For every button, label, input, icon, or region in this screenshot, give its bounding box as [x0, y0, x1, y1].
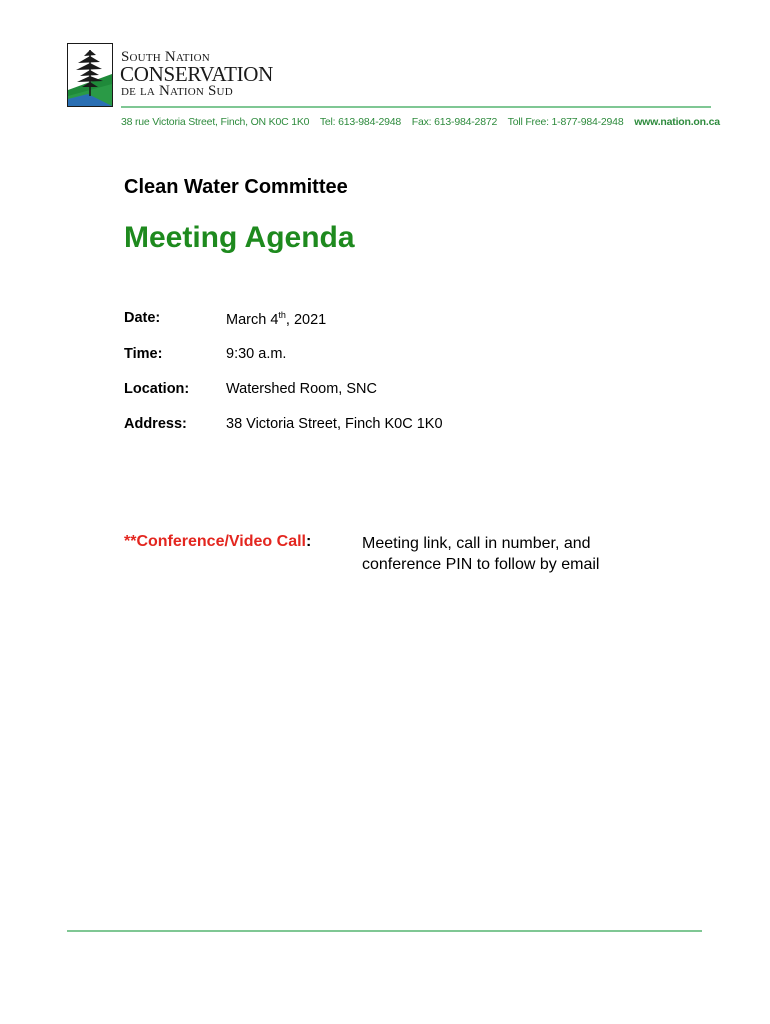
committee-name: Clean Water Committee [124, 176, 348, 198]
date-ordinal: th [278, 310, 286, 320]
conference-call-label [124, 533, 311, 551]
time-value: 9:30 a.m. [226, 346, 287, 362]
date-label: Date: [124, 310, 161, 326]
conference-details-line1: Meeting link, call in number, and [362, 535, 591, 552]
contact-fax: Fax: 613-984-2872 [411, 116, 498, 128]
contact-address: 38 rue Victoria Street, Finch, ON K0C 1K0 [121, 116, 310, 128]
location-value: Watershed Room, SNC [226, 381, 377, 397]
contact-tel: Tel: 613-984-2948 [319, 116, 402, 128]
footer-divider [67, 930, 702, 932]
website-link[interactable]: www.nation.on.ca [634, 116, 720, 128]
org-name-line1: South Nation [121, 49, 210, 65]
address-value: 38 Victoria Street, Finch K0C 1K0 [226, 416, 443, 432]
contact-tollfree: Toll Free: 1-877-984-2948 [507, 116, 624, 128]
pine-tree-logo-icon [68, 44, 112, 106]
date-value [226, 310, 326, 328]
contact-line [121, 116, 720, 128]
org-name-line2: CONSERVATION [120, 62, 274, 86]
conference-details-line2: conference PIN to follow by email [362, 556, 600, 573]
page-title: Meeting Agenda [124, 221, 355, 254]
logo [67, 43, 113, 107]
org-name-line3: de la Nation Sud [121, 83, 233, 99]
conference-label-text: **Conference/Video Call [124, 533, 306, 550]
address-label: Address: [124, 416, 187, 432]
time-label: Time: [124, 346, 163, 362]
location-label: Location: [124, 381, 190, 397]
conference-call-details [362, 533, 662, 575]
header-divider [121, 106, 711, 108]
date-year: , 2021 [285, 311, 327, 328]
date-main: March 4 [226, 311, 279, 328]
conference-label-colon: : [305, 533, 312, 550]
